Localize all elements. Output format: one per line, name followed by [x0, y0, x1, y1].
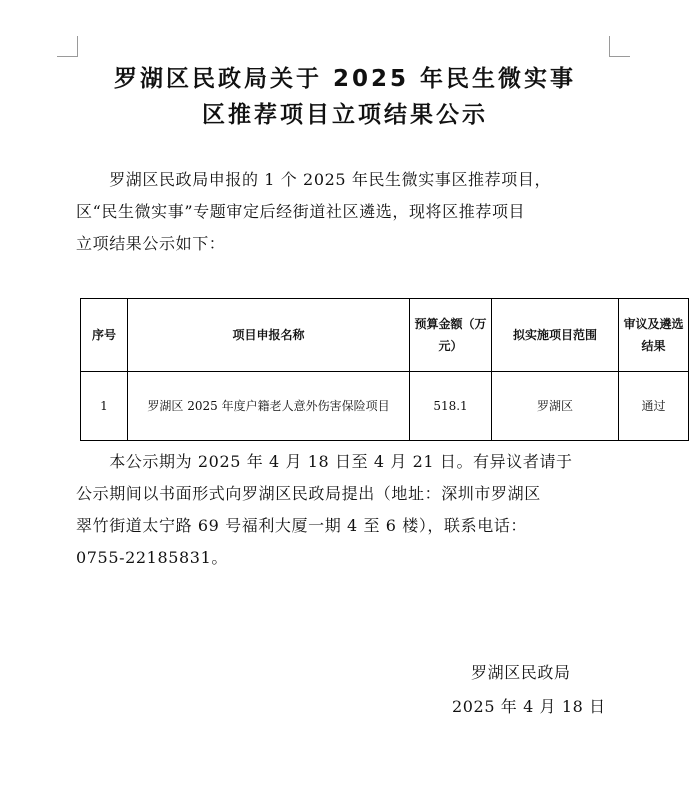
- cell-no: 1: [81, 372, 128, 441]
- table-row: [81, 372, 689, 441]
- header-result: 审议及遴选结果: [619, 299, 689, 372]
- notice-line: 0755-22185831。: [76, 548, 228, 567]
- table-header-row: [81, 299, 689, 372]
- signature-org: 罗湖区民政局: [471, 663, 571, 682]
- cell-result: 通过: [619, 372, 689, 441]
- notice-paragraph: [76, 446, 612, 574]
- cell-scope: 罗湖区: [492, 372, 619, 441]
- cell-project-name: 罗湖区 2025 年度户籍老人意外伤害保险项目: [128, 372, 410, 441]
- notice-line: 公示期间以书面形式向罗湖区民政局提出（地址：深圳市罗湖区: [76, 484, 541, 503]
- header-no: 序号: [81, 299, 128, 372]
- cell-budget: 518.1: [410, 372, 492, 441]
- intro-paragraph: [76, 164, 612, 260]
- intro-line: 立项结果公示如下：: [76, 234, 226, 253]
- notice-line: 本公示期为 2025 年 4 月 18 日至 4 月 21 日。有异议者请于: [76, 452, 573, 471]
- page-corner-mark-top-right: [609, 36, 630, 57]
- intro-line: 区“民生微实事”专题审定后经街道社区遴选，现将区推荐项目: [76, 202, 526, 221]
- signature-date: 2025 年 4 月 18 日: [452, 697, 606, 716]
- header-scope: 拟实施项目范围: [492, 299, 619, 372]
- document-title-line-2: 区推荐项目立项结果公示: [202, 102, 488, 128]
- intro-line: 罗湖区民政局申报的 1 个 2025 年民生微实事区推荐项目，: [76, 170, 552, 189]
- document-title-line-1: 罗湖区民政局关于 2025 年民生微实事: [113, 66, 577, 92]
- page-corner-mark-top-left: [57, 36, 78, 57]
- header-project-name: 项目申报名称: [128, 299, 410, 372]
- header-budget: 预算金额（万元）: [410, 299, 492, 372]
- notice-line: 翠竹街道太宁路 69 号福利大厦一期 4 至 6 楼），联系电话：: [76, 516, 528, 535]
- result-table: [80, 298, 689, 441]
